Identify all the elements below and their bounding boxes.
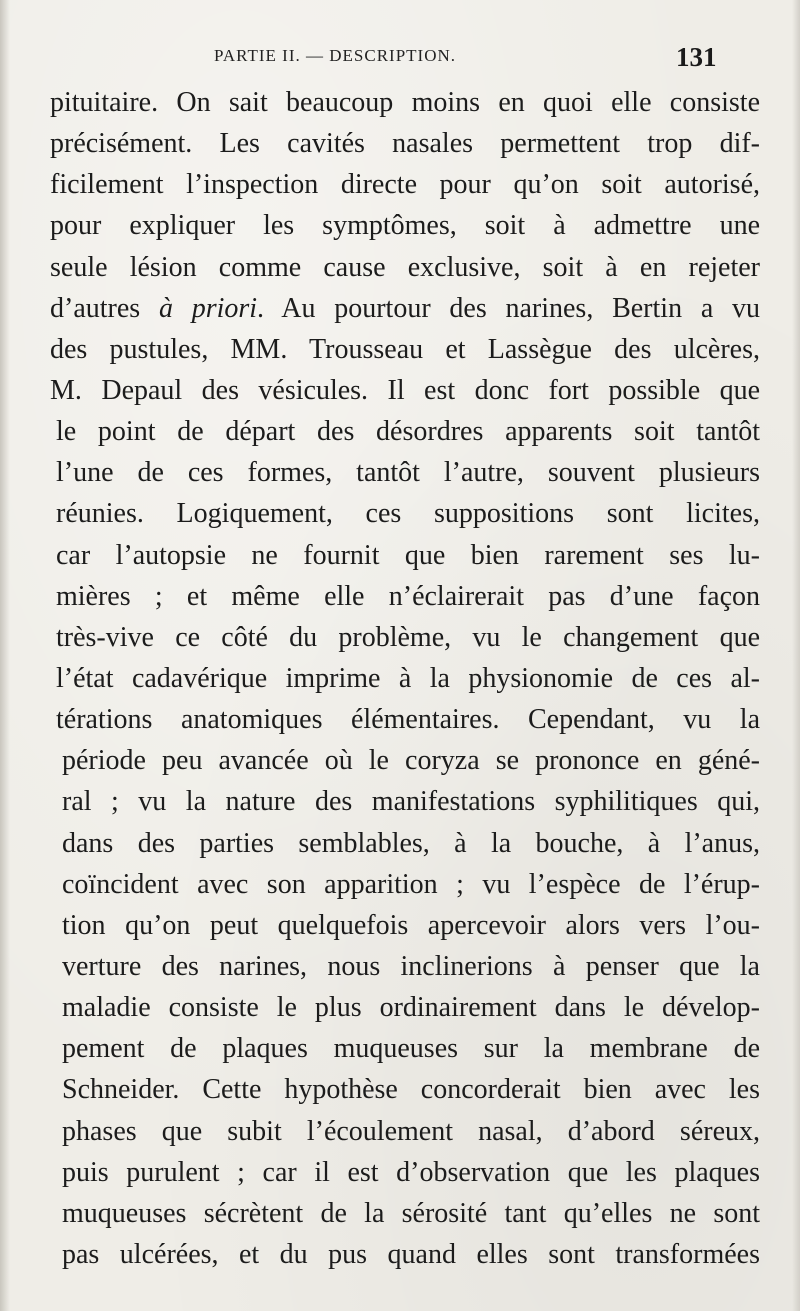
text-line: pement de plaques muqueuses sur la membrane de xyxy=(62,1033,760,1065)
text-line: période peu avancée où le coryza se prononce en géné- xyxy=(62,745,760,777)
running-title: PARTIE II. — DESCRIPTION. xyxy=(214,46,456,65)
text-line: car l’autopsie ne fournit que bien rarement ses lu- xyxy=(56,539,760,571)
text-line: mières ; et même elle n’éclairerait pas d’une façon xyxy=(56,580,760,612)
text-line: pituitaire. On sait beaucoup moins en quoi elle consiste xyxy=(50,87,760,118)
text-line: térations anatomiques élémentaires. Cependant, vu la xyxy=(56,704,760,736)
text-line: très-vive ce côté du problème, vu le changement que xyxy=(56,621,760,653)
text-line: des pustules, MM. Trousseau et Lassègue des ulcères, xyxy=(50,333,760,365)
text-line: verture des narines, nous inclinerions à penser que la xyxy=(62,950,760,982)
line-segment: . Au pourtour des narines, Bertin a vu xyxy=(257,292,760,324)
text-line: ficilement l’inspection directe pour qu’on soit autorisé, xyxy=(50,169,760,201)
text-line-emphasis xyxy=(50,288,760,329)
text-line: M. Depaul des vésicules. Il est donc fort possible que xyxy=(50,374,760,406)
text-line: précisément. Les cavités nasales permettent trop dif- xyxy=(50,128,760,160)
text-line: pour expliquer les symptômes, soit à admettre une xyxy=(50,210,760,242)
text-line: le point de départ des désordres apparents soit tantôt xyxy=(56,416,760,448)
body-text xyxy=(50,82,760,1275)
text-line: dans des parties semblables, à la bouche, à l’anus, xyxy=(62,827,760,859)
text-line: Schneider. Cette hypothèse concorderait bien avec les xyxy=(62,1074,760,1106)
text-line: pas ulcérées, et du pus quand elles sont transformées xyxy=(62,1238,760,1270)
text-line: muqueuses sécrètent de la sérosité tant qu’elles ne sont xyxy=(62,1197,760,1229)
text-line: maladie consiste le plus ordinairement dans le dévelop- xyxy=(62,992,760,1024)
text-line: coïncident avec son apparition ; vu l’espèce de l’érup- xyxy=(62,868,760,900)
line-segment: d’autres xyxy=(50,292,159,324)
page-number: 131 xyxy=(676,42,717,72)
text-line: puis purulent ; car il est d’observation que les plaques xyxy=(62,1156,760,1188)
text-line: seule lésion comme cause exclusive, soit à en rejeter xyxy=(50,251,760,283)
text-line: l’état cadavérique imprime à la physionomie de ces al- xyxy=(56,662,760,694)
italic-phrase: à priori xyxy=(158,292,258,324)
text-line: ral ; vu la nature des manifestations syphilitiques qui, xyxy=(62,786,760,818)
running-head xyxy=(0,42,800,78)
text-line: tion qu’on peut quelquefois apercevoir alors vers l’ou- xyxy=(62,909,760,941)
text-line: l’une de ces formes, tantôt l’autre, souvent plusieurs xyxy=(56,457,760,489)
text-line: phases que subit l’écoulement nasal, d’abord séreux, xyxy=(62,1115,760,1147)
text-line: réunies. Logiquement, ces suppositions sont licites, xyxy=(56,498,760,530)
